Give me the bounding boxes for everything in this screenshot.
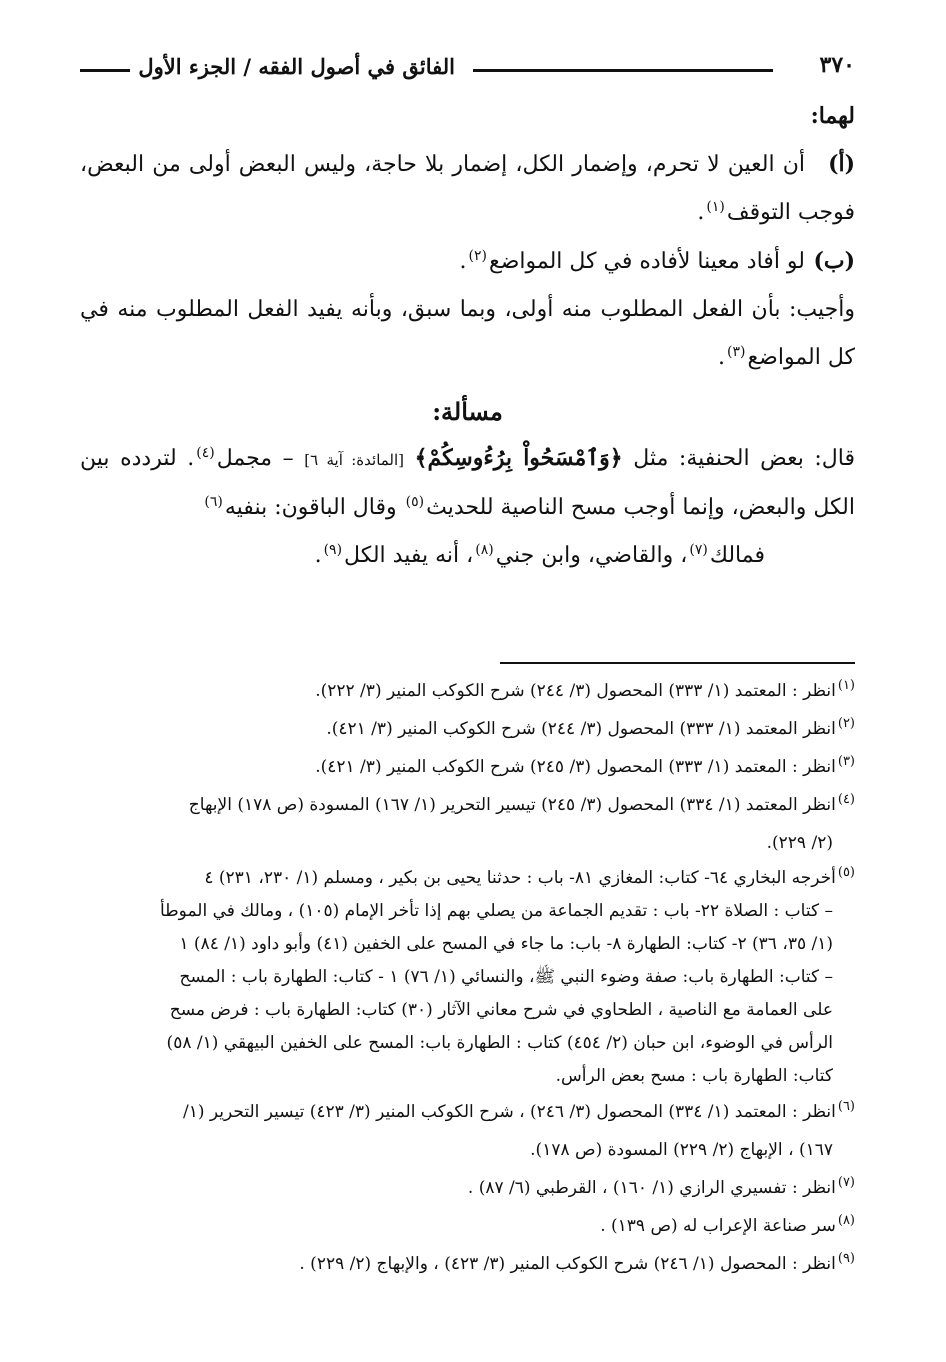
argument-item-a [80,140,855,237]
item-label-b: (ب) [813,248,855,274]
footnotes [80,672,855,1283]
issue-part-5: فمالك [709,543,765,568]
footnote-ref-6[interactable]: (٦) [204,493,223,510]
footnote-ref-7[interactable]: (٧) [689,541,708,558]
reply-paragraph [80,286,855,382]
footnote-text: انظر : المعتمد (١/ ٣٣٣) المحصول (٣/ ٢٤٥) شرح الكوكب المنير (٣/ ٤٢١). [315,757,836,777]
issue-continuation [80,532,855,580]
footnote-number: (٢) [837,716,855,732]
book-page [80,50,855,1340]
lead-label: لهما: [810,103,855,129]
footnote-2 [80,710,855,748]
footnote-ref-1[interactable]: (١) [706,198,725,215]
footnote-text: انظر : المعتمد (١/ ٣٣٣) المحصول (٣/ ٢٤٤) شرح الكوكب المنير (٣/ ٢٢٢). [315,681,836,701]
footnote-number: (٩) [837,1251,855,1267]
issue-part-4: وقال الباقون: بنفيه [224,495,397,520]
footnote-text: أخرجه البخاري ٦٤- كتاب: المغازي ٨١- باب : حدثنا يحيى بن بكير ، ومسلم (١/ ٢٣٠، ٢٣١) ٤ [204,868,836,888]
item-label-a: (أ) [828,151,855,177]
footnote-text: سر صناعة الإعراب له (ص ١٣٩) . [600,1216,836,1236]
footnote-ref-3[interactable]: (٣) [727,343,746,360]
page-number: ٣٧٠ [819,52,855,78]
footnote-text: انظر : تفسيري الرازي (١/ ١٦٠) ، القرطبي (٦/ ٨٧) . [467,1178,836,1198]
issue-part-2: – مجمل [216,446,294,471]
footnote-text: انظر : المعتمد (١/ ٣٣٤) المحصول (٣/ ٢٤٦) ، شرح الكوكب المنير (٣/ ٤٢٣) تيسير التحرير (١/ [182,1102,836,1122]
footnote-5 [80,862,855,1093]
running-title: الفائق في أصول الفقه / الجزء الأول [138,54,455,79]
footnote-number: (٤) [837,792,855,808]
issue-part-6: ، والقاضي، وابن جني [495,543,688,568]
issue-paragraph [80,434,855,532]
verse-citation: [المائدة: آية ٦] [304,451,405,469]
main-text [80,92,855,580]
footnote-text-continued: (١/ ٣٥، ٣٦) ٢- كتاب: الطهارة ٨- باب: ما جاء في المسح على الخفين (٤١) وأبو داود (١/ ٨٤) ١ [179,934,833,954]
section-heading: مسألة: [432,397,503,426]
footnote-6 [80,1093,855,1169]
issue-tail: . [314,543,322,568]
item-text-b: لو أفاد معينا لأفاده في كل المواضع [488,249,805,274]
footnote-text-continued: الرأس في الوضوء، ابن حبان (٢/ ٤٥٤) كتاب : الطهارة باب: المسح على الخفين البيهقي (١/ ٥٨) [166,1033,833,1053]
issue-part-1: قال: بعض الحنفية: مثل [633,446,855,471]
footnote-9 [80,1245,855,1283]
footnote-7 [80,1169,855,1207]
footnote-number: (٣) [837,754,855,770]
footnote-text: انظر المعتمد (١/ ٣٣٤) المحصول (٣/ ٢٤٥) تيسير التحرير (١/ ١٦٧) المسودة (ص ١٧٨) الإبهاج [188,795,836,815]
footnote-text-continued: على العمامة مع الناصية ، الطحاوي في شرح معاني الآثار (٣٠) كتاب: الطهارة باب : فرض مسح [169,1000,833,1020]
footnote-text-continued: (٢/ ٢٢٩). [766,833,833,853]
footnote-1 [80,672,855,710]
item-text-a: أن العين لا تحرم، وإضمار الكل، إضمار بلا حاجة، وليس البعض أولى من البعض، فوجب التوقف [80,152,855,225]
footnote-text-continued: – كتاب: الطهارة باب: صفة وضوء النبي ﷺ، والنسائي (١/ ٧٦) ١ - كتاب: الطهارة باب : المسح [179,967,833,987]
reply-text: وأجيب: بأن الفعل المطلوب منه أولى، وبما سبق، وبأنه يفيد الفعل المطلوب منه في كل المواضع [80,297,855,370]
reply-tail: . [718,345,725,370]
header-rule-long [473,69,773,72]
footnote-number: (١) [837,678,855,694]
item-tail-b: . [459,249,467,274]
footnote-4 [80,786,855,862]
footnote-ref-2[interactable]: (٢) [468,247,487,264]
footnote-text-continued: – كتاب : الصلاة ٢٢- باب : تقديم الجماعة من يصلي بهم إذا تأخر الإمام (١٠٥) ، ومالك في الموطأ [159,901,833,921]
footnote-3 [80,748,855,786]
footnote-text-continued: ١٦٧) ، الإبهاج (٢/ ٢٢٩) المسودة (ص ١٧٨). [530,1140,833,1160]
footnote-number: (٦) [837,1099,855,1115]
footnote-ref-8[interactable]: (٨) [475,541,494,558]
issue-part-3: . لتردده بين الكل والبعض، وإنما أوجب مسح الناصية للحديث [80,446,855,520]
footnote-text: انظر : المحصول (١/ ٢٤٦) شرح الكوكب المنير (٣/ ٤٢٣) ، والإبهاج (٢/ ٢٢٩) . [299,1254,836,1274]
footnote-8 [80,1207,855,1245]
footnote-number: (٨) [837,1213,855,1229]
footnote-ref-5[interactable]: (٥) [405,493,425,510]
page-header [80,50,855,92]
footnote-number: (٧) [837,1175,855,1191]
footnote-ref-9[interactable]: (٩) [323,541,343,558]
argument-item-b [80,237,855,286]
quran-verse: ﴿وَٱمْسَحُواْ بِرُءُوسِكُمْ﴾ [414,445,623,471]
footnote-separator [500,662,855,664]
footnote-ref-4[interactable]: (٤) [196,444,215,461]
issue-part-7: ، أنه يفيد الكل [344,543,474,568]
footnote-text-continued: كتاب: الطهارة باب : مسح بعض الرأس. [555,1066,833,1086]
item-tail-a: . [697,200,705,225]
footnote-number: (٥) [837,865,855,881]
footnote-text: انظر المعتمد (١/ ٣٣٣) المحصول (٣/ ٢٤٤) شرح الكوكب المنير (٣/ ٤٢١). [326,719,836,739]
header-rule-short [80,69,130,72]
